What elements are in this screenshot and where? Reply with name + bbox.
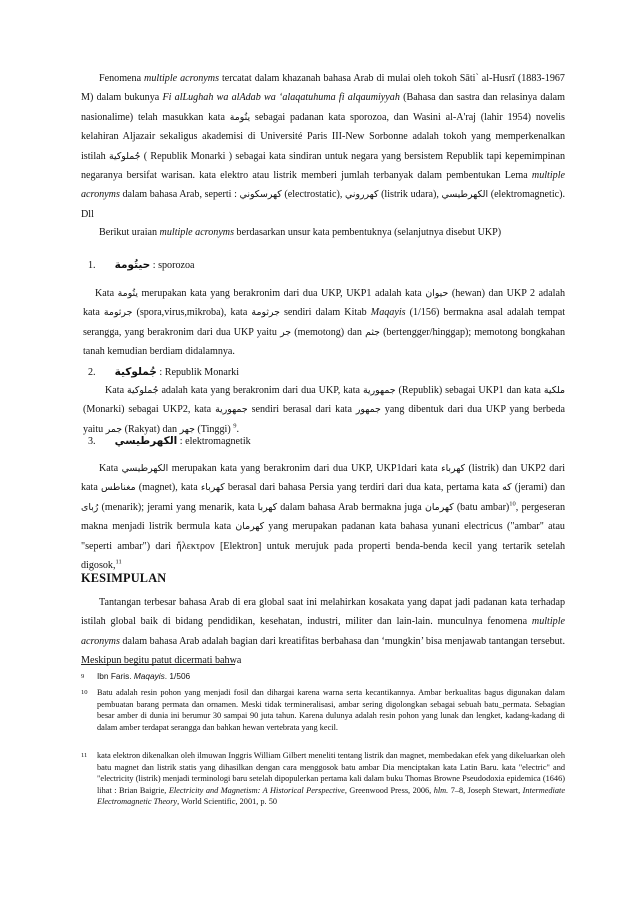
text-run: (hewan) dan UKP 2 adalah kata bbox=[83, 288, 566, 319]
italic-term: multiple acronyms bbox=[81, 616, 565, 647]
text-run: (batu ambar) bbox=[453, 501, 510, 513]
arabic-word: كهرباء bbox=[441, 463, 465, 474]
footnote-9 bbox=[81, 671, 565, 683]
text-run: Ibn Faris. bbox=[97, 671, 134, 681]
arabic-word: مغناطس bbox=[100, 482, 136, 494]
intro-paragraph bbox=[81, 69, 565, 224]
arabic-word: كهربا bbox=[257, 501, 278, 513]
text-run: (electrostatic), bbox=[281, 189, 346, 201]
footnote-text: Batu adalah resin pohon yang menjadi fosil dan dihargai karena warna serta kecantikannya. Ambar berkualitas bagus digunakan dalam pembuatan barang permata dan ornamen. Meski tidak termineralisasi, ambar sering digolongkan sebagai sebuah batu_permata. Sebagian besar amber di dunia ini berumur 30 sampai 90 juta tahun. Karena dulunya adalah resin pohon yang lunak dan lengket, kadang-kadang di dalam amber terdapat serangga dan bahkan hewan vertebrata yang kecil. bbox=[97, 688, 565, 732]
book-title: Electricity and Magnetism: A Historical Perspective bbox=[168, 785, 345, 795]
text-run: sendiri dalam Kitab bbox=[279, 307, 371, 319]
item-2-body bbox=[83, 381, 565, 439]
text-run: dalam bahasa Arab, seperti : bbox=[119, 189, 240, 201]
arabic-word: حيوان bbox=[425, 288, 449, 299]
arabic-word: جرثومة bbox=[251, 307, 280, 319]
footnote-separator bbox=[81, 664, 235, 665]
arabic-word: جمر bbox=[105, 423, 123, 435]
item-3-heading bbox=[88, 432, 251, 451]
text-run: (bertengger/hinggap); memotong bongkahan tanah kemudian berdiam didalamnya. bbox=[83, 326, 565, 358]
arabic-term: الكهرطيسي bbox=[114, 435, 178, 447]
text-run: (1/156) bermakna asal adalah tempat serangga, yang berakronim dari dua UKP yaitu bbox=[83, 307, 565, 338]
item-label: : elektromagnetik bbox=[177, 436, 251, 447]
text-run: sebagai padanan kata sporozoa, dan Wasini al-A'raj (lahir 1954) novelis kelahiran Aljazair sekaligus akademisi di Université Paris III-New Sorbonne adalah tokoh yang memperkenalkan istilah bbox=[81, 111, 565, 162]
item-1-heading bbox=[88, 256, 195, 275]
abbrev: hlm. bbox=[433, 785, 449, 795]
text-run: yang merupakan padanan kata bahasa yunani electricus ("ambar" atau "seperti ambar") dari ἤλεκτρον [Elektron] untuk merujuk pada properti benda-benda kecil yang tertarik setelah digosok, bbox=[81, 521, 565, 572]
section-heading: KESIMPULAN bbox=[81, 571, 167, 585]
arabic-word: رُباى bbox=[81, 501, 99, 513]
arabic-word: جُملوكية bbox=[127, 385, 159, 396]
text-run: (Bahasa dan sastra dan relasinya dalam nasionalime) telah masukkan kata bbox=[81, 92, 566, 123]
footnote-ref[interactable]: 11 bbox=[115, 558, 122, 566]
italic-term: multiple acronyms bbox=[144, 73, 219, 84]
item-number: 2. bbox=[88, 367, 96, 378]
arabic-word: جر bbox=[280, 326, 292, 338]
text-run: Kata bbox=[99, 463, 122, 474]
text-run: (listrik udara), bbox=[378, 189, 442, 201]
footnote-11 bbox=[81, 750, 565, 808]
text-run: (memotong) dan bbox=[291, 326, 366, 338]
text-run: , World Scientific, 2001, p. 50 bbox=[177, 797, 277, 807]
arabic-word: جمهور bbox=[355, 404, 381, 416]
item-label: : Republik Monarki bbox=[156, 367, 240, 378]
arabic-word: الكهرطيسي bbox=[441, 189, 489, 201]
conclusion-paragraph bbox=[81, 593, 565, 671]
item-1-body bbox=[83, 284, 565, 362]
text-run: (listrik) dan UKP2 dari kata bbox=[81, 463, 565, 494]
footnote-10 bbox=[81, 687, 565, 733]
arabic-word: كهرمان bbox=[424, 501, 454, 513]
footnote-ref[interactable]: 9 bbox=[233, 422, 237, 430]
arabic-word: جرثومة bbox=[103, 307, 133, 319]
arabic-term: حيتُومة bbox=[114, 259, 151, 271]
text-run: adalah kata yang berakronim dari dua UKP, kata bbox=[158, 385, 363, 396]
outline-intro-paragraph bbox=[81, 223, 565, 242]
text-run: (Tinggi) bbox=[194, 423, 234, 435]
arabic-term: جُملوكية bbox=[114, 366, 157, 378]
arabic-word: جُملوكية bbox=[108, 150, 141, 162]
text-run: kata elektron dikenalkan oleh ilmuwan Inggris William Gilbert meneliti tentang listrik dan magnet, membedakan efek yang dikeluarkan oleh batu magnet dan listrik statis yang dihasilkan dengan cara menggosok batu ambar Dia menciptakan kata Latin Baru. kata "electric" and "electricity (listrik) menjadi terminologi baru setelah dipopulerkan pertama kali dalam buku Thomas Browne Pseudodoxia epidemica (1646) lihat : Brian Baigrie, bbox=[97, 751, 565, 795]
arabic-word: جثم bbox=[365, 326, 380, 338]
text-run: yang dibentuk dari dua UKP yang berbeda yaitu bbox=[83, 404, 565, 435]
text-run: ( Republik Monarki ) sebagai kata sindiran untuk negara yang bersistem Republik tapi kepemimpinan negaranya bersifat warisan. kata elektro atau listrik memberi jumlah terbanyak dalam pembentukan Lema bbox=[81, 150, 565, 182]
text-run: Fenomena bbox=[99, 73, 145, 84]
text-run: (menarik); jerami yang menarik, kata bbox=[98, 501, 258, 513]
text-run: , pergeseran makna menjadi listrik bermula kata bbox=[81, 501, 566, 533]
arabic-word: كهرباء bbox=[200, 482, 225, 494]
italic-term: multiple acronyms bbox=[81, 170, 565, 201]
book-title: Fi alLughah wa alAdab wa ‘alaqatuhuma fi alqaumiyyah bbox=[162, 92, 400, 104]
arabic-word: يتُومة bbox=[117, 288, 138, 299]
item-label: : sporozoa bbox=[150, 260, 195, 271]
item-number: 3. bbox=[88, 436, 96, 447]
arabic-word: كه bbox=[502, 482, 512, 494]
book-title: Maqayis bbox=[133, 671, 165, 681]
footnote-number: 10 bbox=[81, 689, 88, 696]
text-run: berdasarkan unsur kata pembentuknya (selanjutnya disebut UKP) bbox=[234, 227, 502, 238]
text-run: (Rakyat) dan bbox=[122, 423, 180, 435]
book-title: Maqayis bbox=[370, 307, 406, 319]
text-run: (Monarki) sebagai UKP2, kata bbox=[83, 404, 216, 416]
text-run: Tantangan terbesar bahasa Arab di era global saat ini melahirkan kosakata yang dapat jadi padanan kata terhadap istilah global baik di bidang pendidikan, kesehatan, industri, militer dan lain-lain. munculnya fenomena bbox=[81, 597, 565, 628]
item-2-heading bbox=[88, 363, 239, 382]
arabic-word: الكهرطيسي bbox=[121, 463, 169, 474]
text-run: sendiri berasal dari kata bbox=[247, 404, 356, 416]
text-run: tercatat dalam khazanah bahasa Arab di mulai oleh tokoh Sāti` al-Husrī (1883-1967 M) dalam bukunya bbox=[81, 73, 565, 104]
arabic-word: جمهورية bbox=[363, 385, 396, 396]
text-run: merupakan kata yang berakronim dari dua UKP, UKP1dari kata bbox=[168, 463, 442, 474]
text-run: , Greenwood Press, 2006, bbox=[344, 785, 434, 795]
footnote-number: 11 bbox=[81, 752, 88, 759]
arabic-word: كهرسكوني bbox=[239, 189, 282, 201]
book-title: Intermediate Electromagnetic Theory bbox=[97, 785, 566, 807]
footnote-ref[interactable]: 10 bbox=[509, 500, 516, 508]
arabic-word: يتُومة bbox=[229, 111, 251, 123]
text-run: 7–8, Joseph Stewart, bbox=[448, 785, 523, 795]
arabic-word: جهر bbox=[179, 423, 195, 435]
text-run: (elektromagnetic). Dll bbox=[81, 189, 565, 220]
text-run: (Republik) sebagai UKP1 dan kata bbox=[395, 385, 544, 396]
text-run: . 1/506 bbox=[164, 671, 191, 681]
text-run: merupakan kata yang berakronim dari dua UKP, UKP1 adalah kata bbox=[137, 288, 426, 299]
arabic-word: كهرروني bbox=[345, 189, 379, 201]
arabic-word: جمهورية bbox=[215, 404, 248, 416]
text-run: dalam bahasa Arab bermakna juga bbox=[277, 501, 425, 513]
text-run: (jerami) dan bbox=[511, 482, 566, 494]
text-run: (magnet), kata bbox=[135, 482, 201, 494]
text-run: berasal dari bahasa Persia yang terdiri dari dua kata, pertama kata bbox=[224, 482, 503, 494]
item-3-body bbox=[81, 459, 565, 575]
footnote-number: 9 bbox=[81, 673, 85, 680]
text-run: Kata bbox=[95, 288, 118, 299]
arabic-word: كهرمان bbox=[235, 521, 265, 533]
text-run: dalam bahasa Arab adalah bagian dari kreatifitas berbahasa dan ‘mungkin’ bisa menjawab tantangan tersebut. Meskipun begitu patut dicermati bahwa bbox=[81, 635, 565, 667]
arabic-word: ملكية bbox=[543, 385, 566, 396]
text-run: (spora,virus,mikroba), kata bbox=[132, 307, 252, 319]
text-run: . bbox=[236, 423, 239, 435]
italic-term: multiple acronyms bbox=[159, 227, 235, 238]
item-number: 1. bbox=[88, 260, 96, 271]
text-run: Kata bbox=[105, 385, 128, 396]
text-run: Berikut uraian bbox=[99, 227, 160, 238]
